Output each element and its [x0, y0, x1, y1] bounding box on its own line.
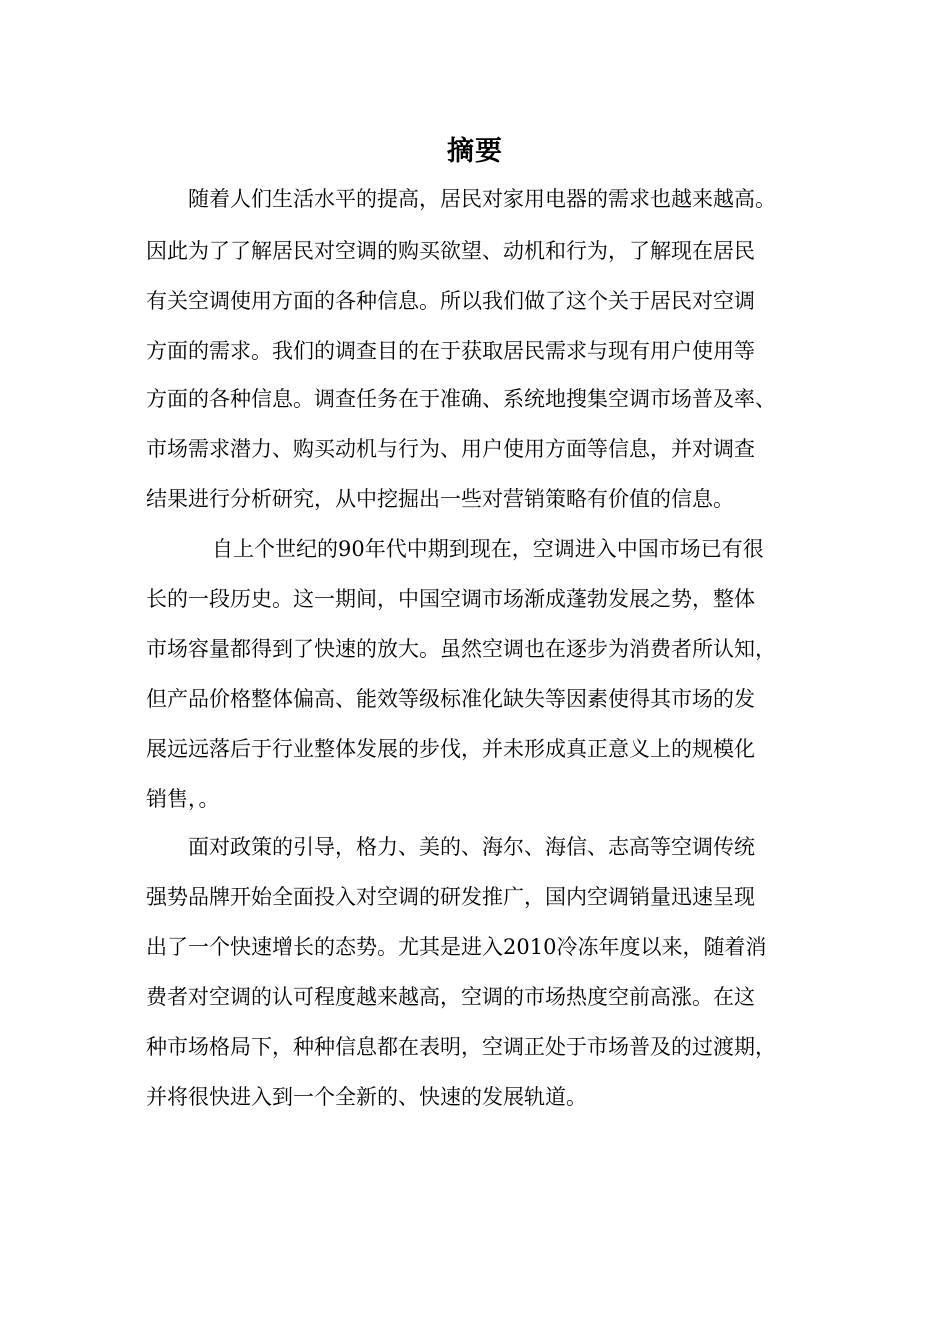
paragraph-1-line-6: 市场需求潜力、购买动机与行为、用户使用方面等信息，并对调查 [146, 437, 755, 461]
paragraph-2-line-1: 自上个世纪的90年代中期到现在，空调进入中国市场已有很 [212, 537, 764, 561]
paragraph-3-line-1: 面对政策的引导，格力、美的、海尔、海信、志高等空调传统 [188, 835, 755, 859]
paragraph-3-line-4: 费者对空调的认可程度越来越高，空调的市场热度空前高涨。在这 [146, 985, 755, 1009]
paragraph-1-line-4: 方面的需求。我们的调查目的在于获取居民需求与现有用户使用等 [146, 339, 755, 363]
paragraph-3-line-2: 强势品牌开始全面投入对空调的研发推广，国内空调销量迅速呈现 [146, 885, 755, 909]
paragraph-1-line-2: 因此为了了解居民对空调的购买欲望、动机和行为，了解现在居民 [146, 239, 755, 263]
paragraph-1-line-1: 随着人们生活水平的提高，居民对家用电器的需求也越来越高。 [188, 187, 776, 211]
paragraph-3-line-5: 种市场格局下，种种信息都在表明，空调正处于市场普及的过渡期， [146, 1035, 776, 1059]
paragraph-2-line-6: 销售，。 [146, 787, 220, 811]
paragraph-3-line-6: 并将很快进入到一个全新的、快速的发展轨道。 [146, 1085, 587, 1109]
paragraph-2-line-2: 长的一段历史。这一期间，中国空调市场渐成蓬勃发展之势，整体 [146, 587, 755, 611]
paragraph-1-line-3: 有关空调使用方面的各种信息。所以我们做了这个关于居民对空调 [146, 289, 755, 313]
paragraph-2-line-4: 但产品价格整体偏高、能效等级标准化缺失等因素使得其市场的发 [146, 687, 755, 711]
paragraph-2-line-5: 展远远落后于行业整体发展的步伐，并未形成真正意义上的规模化 [146, 737, 755, 761]
page-title: 摘要 [447, 136, 503, 167]
paragraph-2-line-3: 市场容量都得到了快速的放大。虽然空调也在逐步为消费者所认知， [146, 637, 776, 661]
paragraph-3-line-3: 出了一个快速增长的态势。尤其是进入2010冷冻年度以来，随着消 [146, 935, 767, 959]
paragraph-1-line-5: 方面的各种信息。调查任务在于准确、系统地搜集空调市场普及率、 [146, 387, 776, 411]
paragraph-1-line-7: 结果进行分析研究，从中挖掘出一些对营销策略有价值的信息。 [146, 487, 734, 511]
